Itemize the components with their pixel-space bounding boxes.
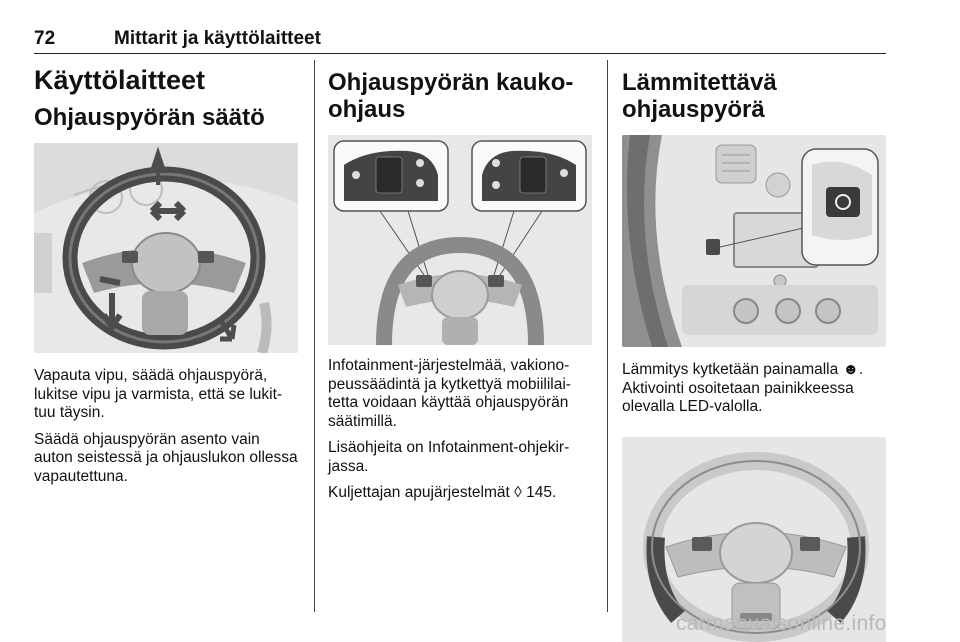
page-number: 72: [34, 28, 56, 49]
reference-page[interactable]: 145.: [526, 484, 557, 501]
chapter-title: Mittarit ja käyttölaitteet: [114, 28, 321, 49]
heated-steering-wheel-icon: ☻: [842, 361, 859, 378]
section-title: Lämmitettävä ohjauspyörä: [622, 69, 777, 123]
section-title: Ohjauspyörän kauko- ohjaus: [328, 69, 574, 123]
page-header: [34, 26, 886, 54]
paragraph: Lisäohjeita on Infotainment-ohjekir- jassa.: [328, 439, 570, 475]
watermark: carmanualsonline.info: [676, 612, 887, 635]
section-title: Käyttölaitteet: [34, 65, 206, 95]
steering-controls-illustration: [328, 135, 592, 345]
paragraph-end: .: [858, 361, 864, 378]
cross-reference: [328, 484, 592, 503]
reference-arrow-icon: ◊: [514, 484, 522, 501]
steering-adjust-illustration: [34, 143, 298, 353]
paragraph: Infotainment-järjestelmää, vakiono- peussäädintä ja kytkettyä mobiililai- tetta voidaan käyttää ohjauspyörän säätimillä.: [328, 357, 571, 430]
paragraph: Vapauta vipu, säädä ohjauspyörä, lukitse vipu ja varmista, että se lukit- tuu täysin.: [34, 367, 283, 421]
subsection-title: Ohjauspyörän säätö: [34, 104, 265, 131]
paragraph-lead: Lämmitys kytketään painamalla: [622, 361, 839, 378]
column-divider: [314, 60, 315, 612]
column-divider: [607, 60, 608, 612]
reference-text: Kuljettajan apujärjestelmät: [328, 484, 510, 501]
column-1: [34, 56, 300, 486]
heated-steering-illustration: [622, 135, 886, 347]
column-3: [622, 56, 886, 642]
paragraph-rest: Aktivointi osoitetaan painikkeessa olevalla LED-valolla.: [622, 379, 854, 415]
column-2: [328, 56, 592, 503]
paragraph: [622, 361, 886, 417]
paragraph: Säädä ohjauspyörän asento vain auton seistessä ja ohjauslukon ollessa vapautettuna.: [34, 430, 298, 485]
